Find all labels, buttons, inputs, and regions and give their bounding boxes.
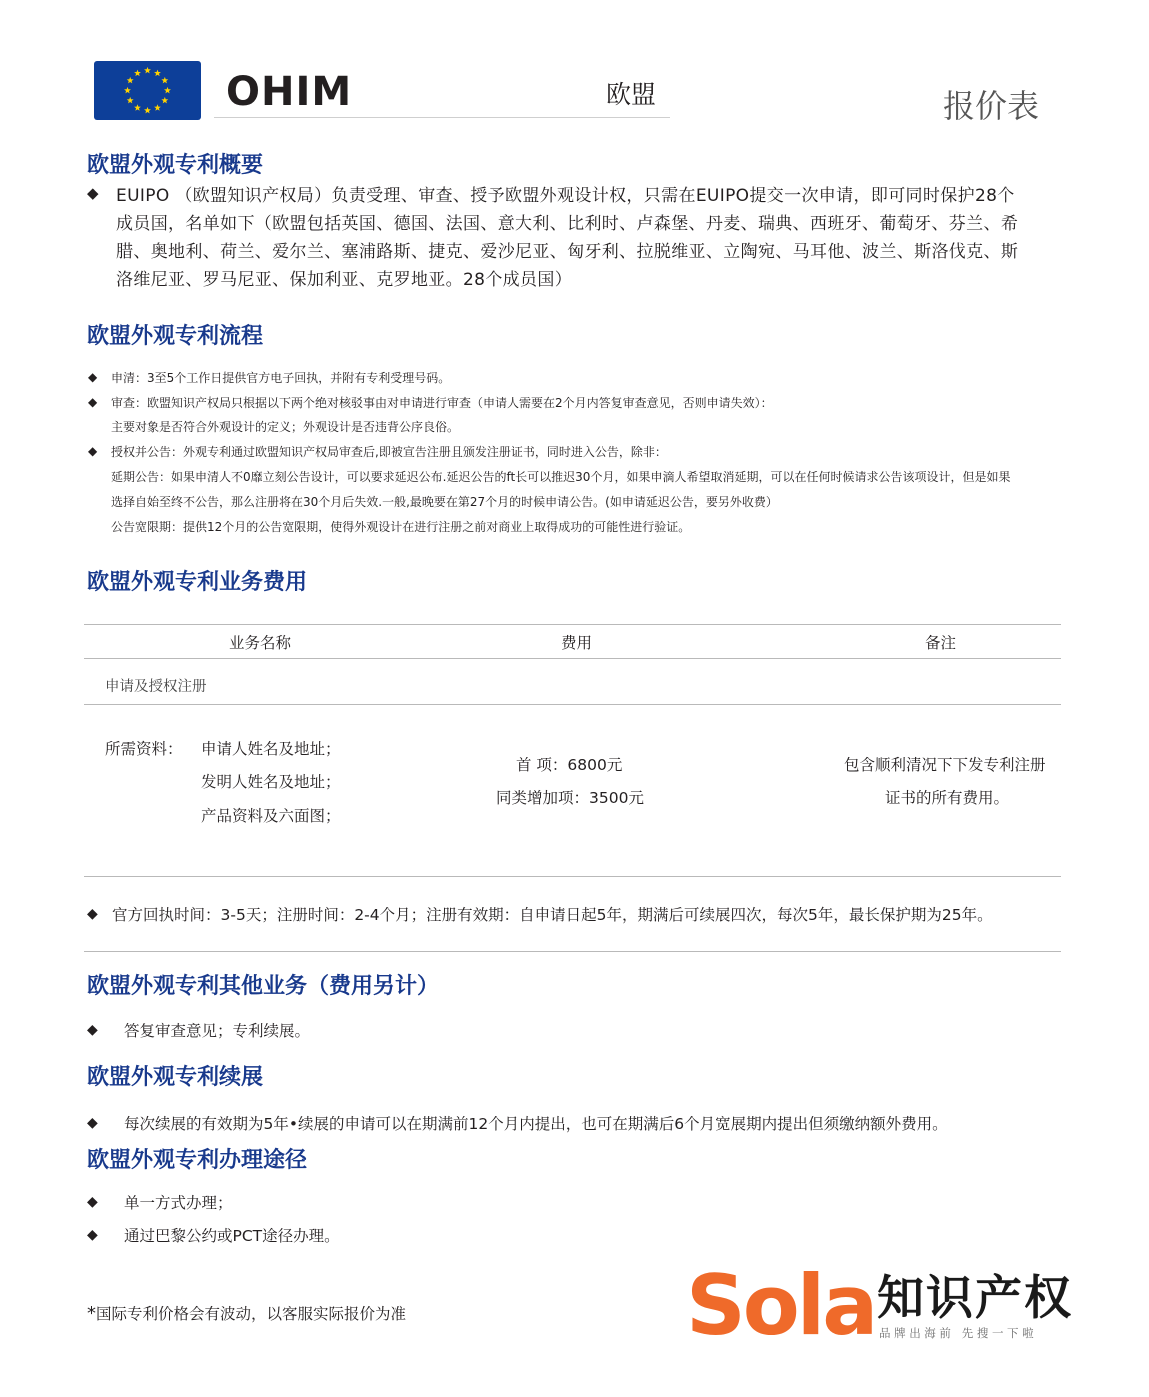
bullet-icon: ◆ (88, 370, 98, 384)
process-exam: 审查：欧盟知识产权局只根据以下两个绝对核驳事由对申请进行审查（申请人需要在2个月内答复审查意见，否则申请失效）： (111, 396, 773, 410)
overview-line: EUIPO （欧盟知识产权局）负责受理、审查、授予欧盟外观设计权，只需在EUIPO提交一次申请，即可同时保护28个 (116, 186, 1015, 206)
bullet-icon: ◆ (88, 395, 98, 409)
bullet-icon: ◆ (87, 1227, 98, 1243)
fee-note: 证书的所有费用。 (885, 789, 1010, 807)
flag-star-icon (127, 97, 134, 104)
process-heading: 欧盟外观专利流程 (87, 324, 264, 349)
fee-note: 包含顺利清况下下发专利注册 (844, 756, 1046, 774)
eu-flag-logo (94, 61, 201, 120)
flag-star-icon (154, 104, 161, 111)
table-header-rule (84, 658, 1061, 659)
table-bottom-rule (84, 876, 1061, 877)
flag-star-icon (161, 77, 168, 84)
fee-first-item: 首 项：6800元 (516, 756, 623, 774)
bullet-icon: ◆ (87, 1194, 98, 1210)
flag-star-icon (144, 67, 151, 74)
brand-name: OHIM (226, 69, 353, 115)
material-item: 申请人姓名及地址； (201, 740, 341, 758)
overview-paragraph (116, 182, 1068, 294)
flag-star-icon (144, 107, 151, 114)
bullet-icon: ◆ (87, 906, 98, 922)
asterisk-mark: * (87, 1303, 96, 1324)
process-exam-criteria: 主要对象是否符合外观设计的定义；外观设计是否违背公序良俗。 (111, 420, 460, 434)
material-item: 发明人姓名及地址； (201, 773, 341, 791)
table-header-fee: 费用 (561, 634, 593, 652)
bullet-icon: ◆ (87, 1022, 98, 1038)
flag-star-icon (161, 97, 168, 104)
region-label: 欧盟 (606, 80, 657, 109)
section-divider (84, 951, 1061, 952)
table-header-name: 业务名称 (229, 634, 292, 652)
table-header-note: 备注 (925, 634, 957, 652)
flag-star-icon (124, 87, 131, 94)
flag-star-icon (134, 70, 141, 77)
process-grant: 授权并公告：外观专利通过欧盟知识产权局审查后,即被宣告注册且颁发注册证书，同时进入公告，除非： (111, 445, 667, 459)
logo-slogan: 品牌出海前 先搜一下啦 (879, 1326, 1038, 1340)
fee-additional-item: 同类增加项：3500元 (496, 789, 644, 807)
other-item: 答复审查意见；专利续展。 (124, 1022, 311, 1040)
flag-star-icon (164, 87, 171, 94)
header-divider (214, 117, 670, 118)
route-item: 单一方式办理； (124, 1194, 233, 1212)
other-heading: 欧盟外观专利其他业务（费用另计） (87, 974, 440, 999)
process-deferral-cont: 选择自始至终不公告，那么注册将在30个月后失效.一般,最晚要在第27个月的时候申请公告。(如申请延迟公告，要另外收费） (111, 495, 778, 509)
process-apply: 申清：3至5个工作日提供官方电子回执，并附有专利受理号码。 (111, 371, 451, 385)
bullet-icon: ◆ (87, 1115, 98, 1131)
disclaimer-text: 国际专利价格会有波动，以客服实际报价为准 (96, 1305, 407, 1323)
fees-heading: 欧盟外观专利业务费用 (87, 570, 308, 595)
route-heading: 欧盟外观专利办理途径 (87, 1148, 308, 1173)
material-item: 产品资料及六面图； (201, 807, 341, 825)
bullet-icon: ◆ (87, 184, 99, 202)
route-item: 通过巴黎公约或PCT途径办理。 (124, 1227, 340, 1245)
sola-logo-text: Sola (686, 1257, 876, 1354)
renewal-heading: 欧盟外观专利续展 (87, 1065, 264, 1090)
overview-line: 腊、奥地利、荷兰、爱尔兰、塞浦路斯、捷克、爱沙尼亚、匈牙利、拉脱维亚、立陶宛、马耳他、波兰、斯洛伐克、斯 (116, 242, 1019, 262)
materials-label: 所需资料： (105, 740, 183, 758)
renewal-item: 每次续展的有效期为5年•续展的申请可以在期满前12个月内提出，也可在期满后6个月宽展期内提出但须缴纳额外费用。 (124, 1115, 948, 1133)
table-top-rule (84, 624, 1061, 625)
overview-heading: 欧盟外观专利概要 (87, 153, 264, 178)
process-deferral: 延期公告：如果申清人不0靡立刻公告设计，可以要求延迟公布.延迟公告的ft长可以推迟30个月，如果申滴人希望取消延期，可以在任何时候请求公告该项设计，但是如果 (111, 470, 1011, 484)
table-section-label: 申请及授权注册 (105, 679, 207, 695)
document-title: 报价表 (943, 87, 1040, 125)
overview-line: 成员国，名单如下（欧盟包括英国、德国、法国、意大利、比利时、卢森堡、丹麦、瑞典、西班牙、葡萄牙、芬兰、希 (116, 214, 1019, 234)
fees-timeline: 官方回执时间：3-5天；注册时间：2-4个月；注册有效期：自申请日起5年，期满后可续展四次，每次5年，最长保护期为25年。 (112, 906, 993, 924)
table-section-rule (84, 704, 1061, 705)
process-grace-period: 公告宽限期：提供12个月的公告宽限期，使得外观设计在进行注册之前对商业上取得成功的可能性进行验证。 (111, 520, 691, 534)
flag-star-icon (154, 70, 161, 77)
bullet-icon: ◆ (88, 444, 98, 458)
logo-ip-text: 知识产权 (877, 1271, 1073, 1326)
flag-star-icon (127, 77, 134, 84)
overview-line: 洛维尼亚、罗马尼亚、保加利亚、克罗地亚。28个成员国） (116, 270, 573, 290)
price-disclaimer (87, 1303, 406, 1325)
flag-star-icon (134, 104, 141, 111)
